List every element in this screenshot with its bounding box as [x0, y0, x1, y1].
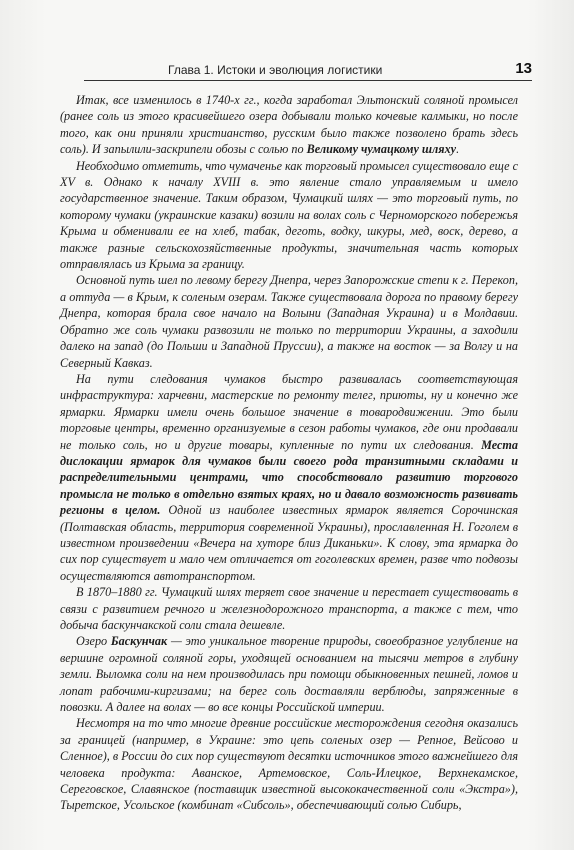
text-run: Одной из наиболее известных ярмарок является Сорочинская (Полтавская область, территория современной Украины), прославленная Н. Гоголем в известном произведении «Вечера на хуторе близ Диканьки». К слову, эта ярмарка до сих пор существует и мало чем отличается от гоголевских времен, разве что подвозы осуществляются автотранспортом.	[60, 503, 518, 583]
bold-text-run: Великому чумацкому шляху	[306, 142, 457, 157]
text-run: .	[456, 142, 460, 157]
header-divider	[84, 80, 532, 81]
paragraph	[60, 584, 518, 633]
body-text	[60, 92, 518, 814]
paragraph	[60, 633, 518, 715]
bold-text-run: Баскунчак	[110, 634, 168, 649]
paragraph	[60, 158, 518, 273]
paragraph	[60, 272, 518, 370]
paragraph	[60, 715, 518, 813]
text-run: Необходимо отметить, что чумаченье как торговый промысел существовало еще с XV в. Однако к началу XVIII в. это явление стало управляемым и имело государственное значение. Таким образом, Чумацкий шлях — это торговый путь, по которому чумаки (украинские казаки) возили на волах соль с Черноморского побережья Крыма и обменивали ее на хлеб, табак, деготь, водку, шкуры, мед, воск, дерево, а также разные сельскохозяйственные продукты, значительная часть которых отправлялась из Крыма за границу.	[60, 158, 518, 272]
text-run: В 1870–1880 гг. Чумацкий шлях теряет свое значение и перестает существовать в связи с развитием речного и железнодорожного транспорта, а также с тем, что добыча баскунчакской соли стала дешевле.	[60, 585, 518, 632]
text-run: Итак, все изменилось в 1740-х гг., когда заработал Эльтонский соляной промысел (ранее соль из этого красивейшего озера добывали только кочевые калмыки, но после того, как они приняли христианство, русским было также позволено брать здесь соль). И запылили-заскрипели обозы с солью по	[60, 93, 518, 157]
page-number: 13	[515, 60, 532, 77]
paragraph	[60, 92, 518, 158]
chapter-title: Глава 1. Истоки и эволюция логистики	[168, 63, 383, 77]
paragraph	[60, 371, 518, 584]
bold-text-run: Места дислокации ярмарок для чумаков были своего рода транзитными складами и распределительными центрами, что способствовало развитию торгового промысла не только в отдельно взятых краях, но и давало возможность развивать регионы в целом.	[60, 437, 518, 518]
text-run: Основной путь шел по левому берегу Днепра, через Запорожские степи к г. Перекоп, а оттуда — в Крым, к соленым озерам. Также существовала дорога по правому берегу Днепра, которая брала свое начало на Волыни (Западная Украина) и в Молдавии. Обратно же соль чумаки развозили не только по территории Украины, а заходили далеко на запад (до Польши и Западной Пруссии), а также на восток — за Волгу и на Северный Кавказ.	[60, 273, 518, 370]
text-run: На пути следования чумаков быстро развивалась соответствующая инфраструктура: харчевни, мастерские по ремонту телег, приюты, ну и конечно же ярмарки. Ярмарки имели очень большое значение в товародвижении. Это были торговые центры, временно организуемые в сезон работы чумаков, где они продавали не только соль, но и другие товары, купленные по пути их следования.	[60, 371, 518, 452]
text-run: Несмотря на то что многие древние российские месторождения сегодня оказались за границей (например, в Украине: это цепь соленых озер — Репное, Вейсово и Сленное), в России до сих пор существуют десятки источников этого важнейшего для человека продукта: Аванское, Артемовское, Соль-Илецкое, Верхнекамское, Сереговское, Славянское (поставщик известной высококачественной соли «Экстра»), Тыретское, Усольское (комбинат «Сибсоль», обеспечивающий солью Сибирь,	[60, 716, 518, 813]
text-run: Озеро	[76, 634, 111, 649]
text-run: — это уникальное творение природы, своеобразное углубление на вершине огромной соляной горы, уходящей основанием на тысячи метров в глубину земли. Выломка соли на нем производилась при помощи обыкновенных пешней, ломов и лопат рабочими-киргизами; на берег соль доставляли верблюды, запряженные в повозки. А далее на волах — во все концы Российской империи.	[60, 634, 518, 715]
running-header	[84, 60, 532, 82]
